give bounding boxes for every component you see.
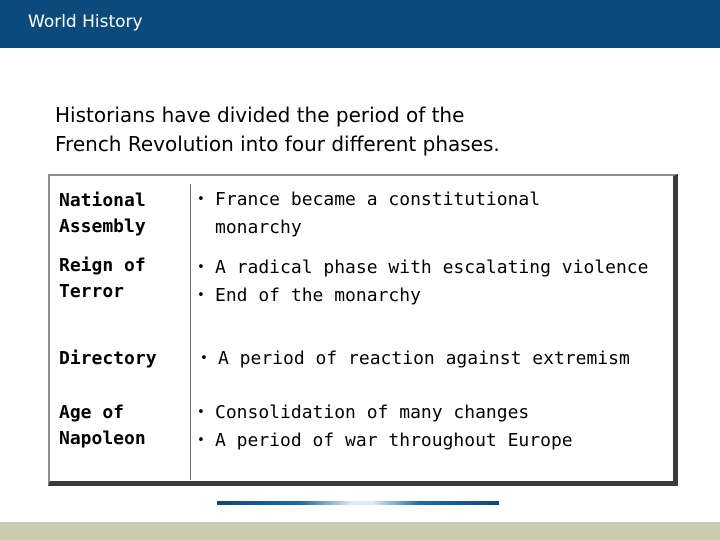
bullet-icon: • xyxy=(197,192,205,207)
bullet-item xyxy=(197,427,573,455)
phase-desc-reign-of-terror xyxy=(197,254,648,310)
phases-table xyxy=(48,174,678,486)
phase-name-line: Age of xyxy=(59,402,125,423)
bullet-item xyxy=(197,254,648,282)
bullet-text: A period of reaction against extremism xyxy=(218,348,630,369)
phase-name-age-of-napoleon xyxy=(59,400,146,452)
phase-name-line: Reign of xyxy=(59,255,146,276)
header-bar xyxy=(0,0,720,48)
bullet-item xyxy=(197,282,648,310)
phase-desc-age-of-napoleon xyxy=(197,399,573,455)
intro-line-2: French Revolution into four different phases. xyxy=(55,132,500,156)
bullet-text: France became a constitutional xyxy=(215,189,541,210)
bullet-icon: • xyxy=(197,405,205,420)
bullet-icon: • xyxy=(197,260,205,275)
bullet-item xyxy=(200,345,630,373)
footer-strip xyxy=(0,522,720,540)
bullet-text: End of the monarchy xyxy=(215,285,421,306)
phase-desc-national-assembly xyxy=(197,186,540,242)
bullet-icon: • xyxy=(197,288,205,303)
course-title: World History xyxy=(28,12,143,32)
phase-name-directory xyxy=(59,346,157,372)
phase-name-line: Terror xyxy=(59,281,125,302)
phase-name-line: National xyxy=(59,190,146,211)
phase-desc-directory xyxy=(200,345,630,373)
phase-name-line: Directory xyxy=(59,348,157,369)
bullet-item xyxy=(197,399,573,427)
phase-name-national-assembly xyxy=(59,188,146,240)
bullet-text: Consolidation of many changes xyxy=(215,402,530,423)
intro-line-1: Historians have divided the period of the xyxy=(55,103,465,127)
bullet-text: A period of war throughout Europe xyxy=(215,430,573,451)
bullet-text: monarchy xyxy=(215,217,302,238)
bullet-icon: • xyxy=(200,351,208,366)
phase-name-reign-of-terror xyxy=(59,253,146,305)
decorative-rule xyxy=(217,501,499,505)
phase-name-line: Napoleon xyxy=(59,428,146,449)
phase-name-line: Assembly xyxy=(59,216,146,237)
bullet-item xyxy=(197,186,540,242)
bullet-icon: • xyxy=(197,433,205,448)
intro-text xyxy=(55,101,675,159)
bullet-text: A radical phase with escalating violence xyxy=(215,257,649,278)
column-divider xyxy=(190,184,191,480)
